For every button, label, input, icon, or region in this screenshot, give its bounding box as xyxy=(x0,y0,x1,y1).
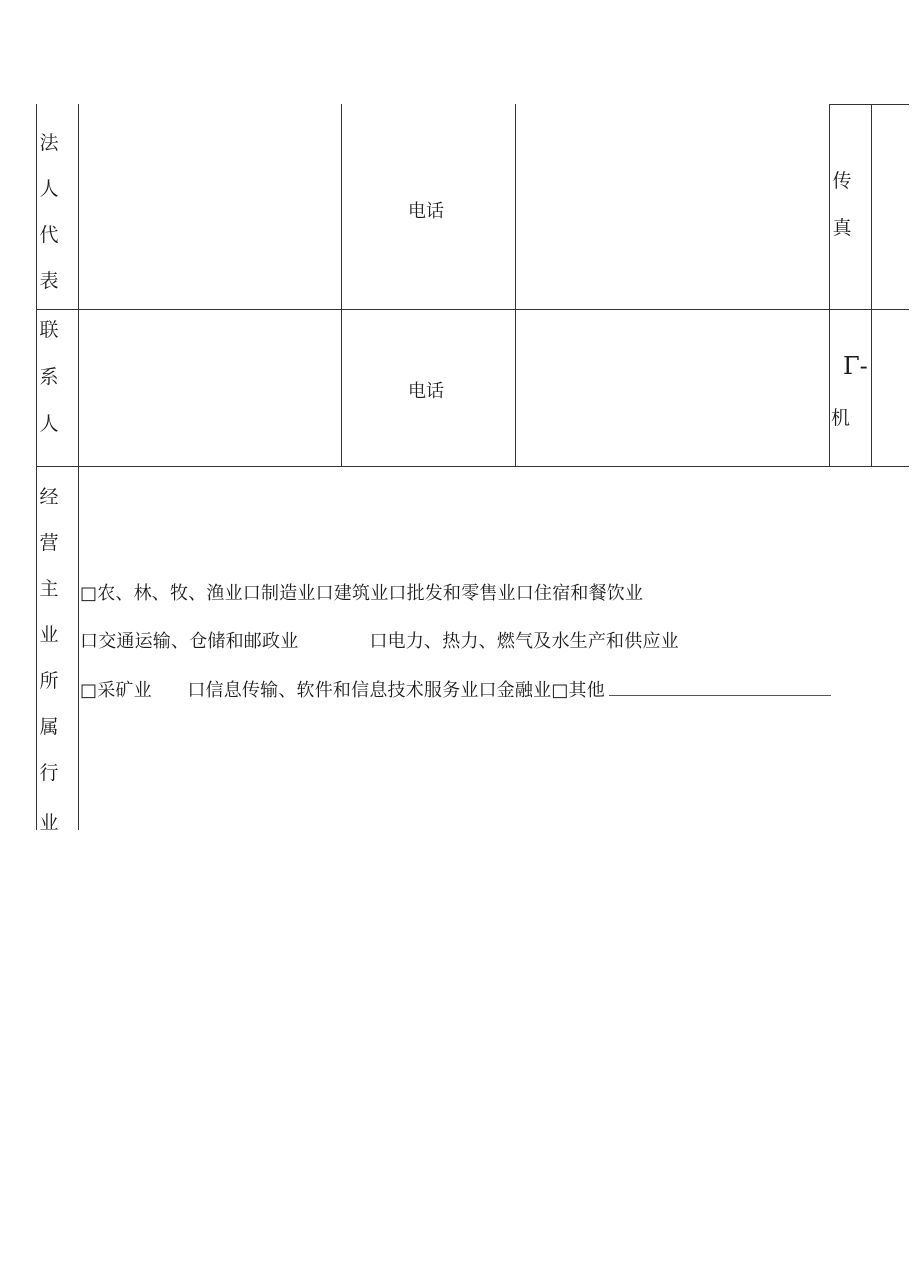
legal-rep-name-field[interactable] xyxy=(79,105,341,309)
fax-label-left-border xyxy=(829,104,830,466)
contact-phone-label: 电话 xyxy=(408,381,444,402)
industry-label-char: 行 xyxy=(39,762,59,784)
industry-label-char: 经 xyxy=(39,486,59,508)
industry-label-clip xyxy=(36,808,66,830)
legal-rep-label-char: 代 xyxy=(39,224,59,246)
contact-label-char: 人 xyxy=(39,413,59,435)
legal-rep-fax-field[interactable] xyxy=(872,105,909,309)
industry-options-line-3-text[interactable]: □采矿业 口信息传输、软件和信息技术服务业口金融业□其他 xyxy=(80,680,605,701)
industry-label-char: 营 xyxy=(39,532,59,554)
legal-rep-label-char: 表 xyxy=(39,270,59,292)
industry-label-char: 业 xyxy=(39,812,59,830)
contact-label-char: 联 xyxy=(39,319,59,341)
contact-phone-field[interactable] xyxy=(516,310,829,466)
legal-rep-label-char: 人 xyxy=(39,178,59,200)
legal-rep-phone-field[interactable] xyxy=(516,105,829,309)
phone-label-left-border xyxy=(341,104,342,466)
contact-fax-label-bottom: 机 xyxy=(831,407,851,429)
legal-rep-fax-label-char: 真 xyxy=(832,217,852,239)
industry-label-char: 所 xyxy=(39,670,59,692)
industry-other-blank[interactable] xyxy=(609,681,831,696)
contact-fax-label-top: Γ- xyxy=(843,352,868,380)
contact-label-char: 系 xyxy=(39,366,59,388)
legal-rep-label-char: 法 xyxy=(39,132,59,154)
industry-options-line-1[interactable]: □农、林、牧、渔业口制造业口建筑业口批发和零售业口住宿和餐饮业 xyxy=(80,583,644,604)
industry-label xyxy=(36,488,62,783)
industry-label-char: 属 xyxy=(39,716,59,738)
industry-options-line-3 xyxy=(80,676,831,702)
industry-label-char: 主 xyxy=(39,578,59,600)
row-divider-2 xyxy=(36,466,909,467)
contact-fax-field[interactable] xyxy=(872,310,909,466)
contact-name-field[interactable] xyxy=(79,310,341,466)
industry-label-char: 业 xyxy=(39,624,59,646)
contact-label xyxy=(36,321,62,434)
legal-rep-fax-label-char: 传 xyxy=(832,170,852,192)
legal-rep-label xyxy=(36,134,62,291)
industry-options-line-2[interactable]: 口交通运输、仓储和邮政业 口电力、热力、燃气及水生产和供应业 xyxy=(80,631,679,652)
legal-rep-phone-label: 电话 xyxy=(408,201,444,222)
legal-rep-fax-label xyxy=(829,172,855,238)
